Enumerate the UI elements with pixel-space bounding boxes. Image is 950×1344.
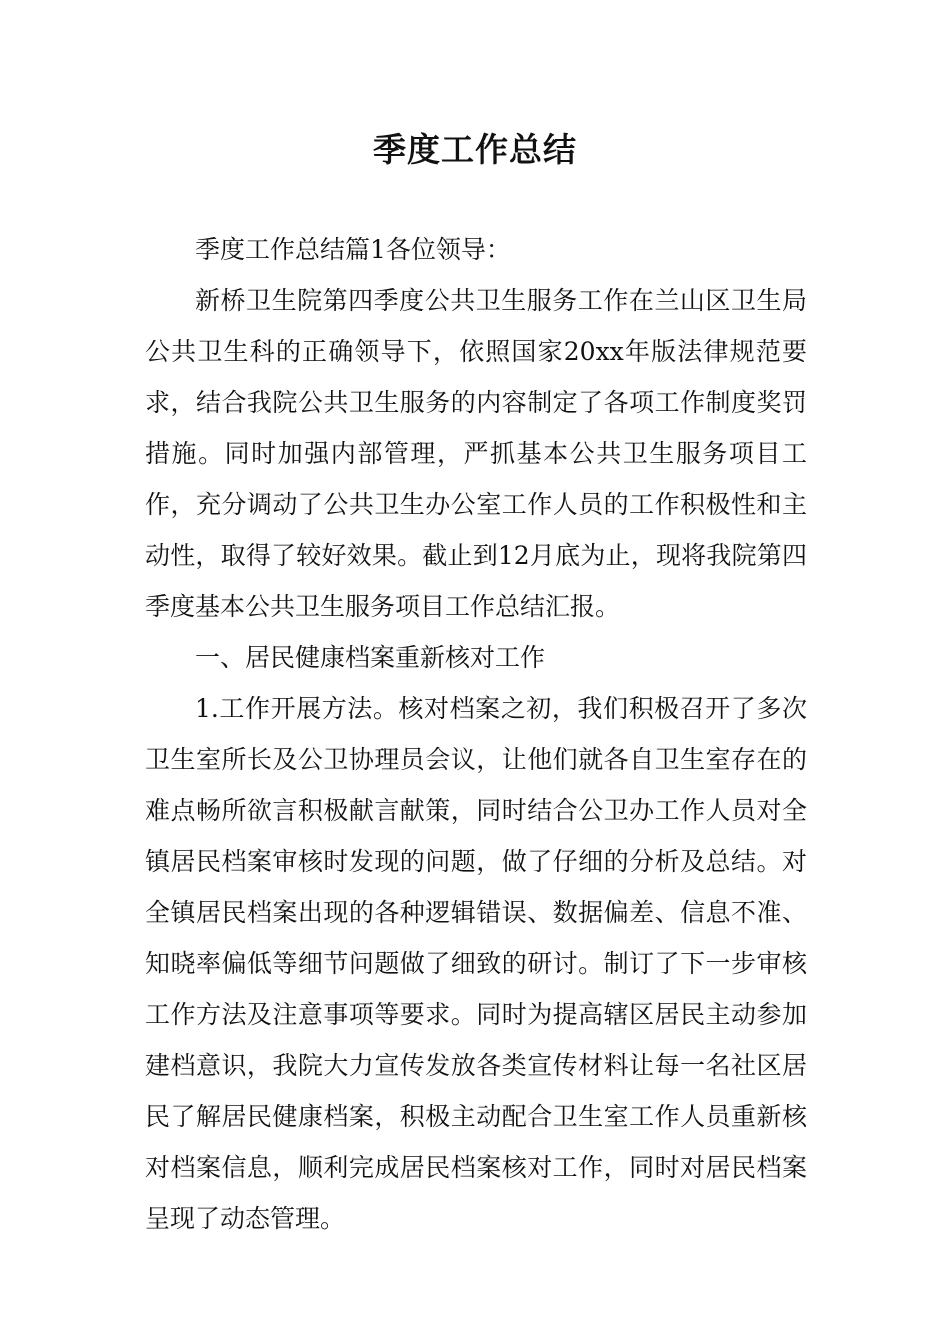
paragraph-work-method: 1.工作开展方法。核对档案之初，我们积极召开了多次卫生室所长及公卫协理员会议，让他们就各自卫生室存在的难点畅所欲言积极献言献策，同时结合公卫办工作人员对全镇居民档案审核时发现的问题，做了仔细的分析及总结。对全镇居民档案出现的各种逻辑错误、数据偏差、信息不准、知晓率偏低等细节问题做了细致的研讨。制订了下一步审核工作方法及注意事项等要求。同时为提高辖区居民主动参加建档意识，我院大力宣传发放各类宣传材料让每一名社区居民了解居民健康档案，积极主动配合卫生室工作人员重新核对档案信息，顺利完成居民档案核对工作，同时对居民档案呈现了动态管理。 (145, 694, 807, 1233)
section-heading: 一、居民健康档案重新核对工作 (195, 643, 546, 672)
paragraph-intro: 新桥卫生院第四季度公共卫生服务工作在兰山区卫生局公共卫生科的正确领导下，依照国家20xx年版法律规范要求，结合我院公共卫生服务的内容制定了各项工作制度奖罚措施。同时加强内部管理，严抓基本公共卫生服务项目工作，充分调动了公共卫生办公室工作人员的工作积极性和主动性，取得了较好效果。截止到12月底为止，现将我院第四季度基本公共卫生服务项目工作总结汇报。 (145, 286, 807, 621)
document-title: 季度工作总结 (373, 130, 577, 169)
document-body (145, 224, 807, 1244)
paragraph-greeting: 季度工作总结篇1各位领导： (195, 235, 511, 264)
